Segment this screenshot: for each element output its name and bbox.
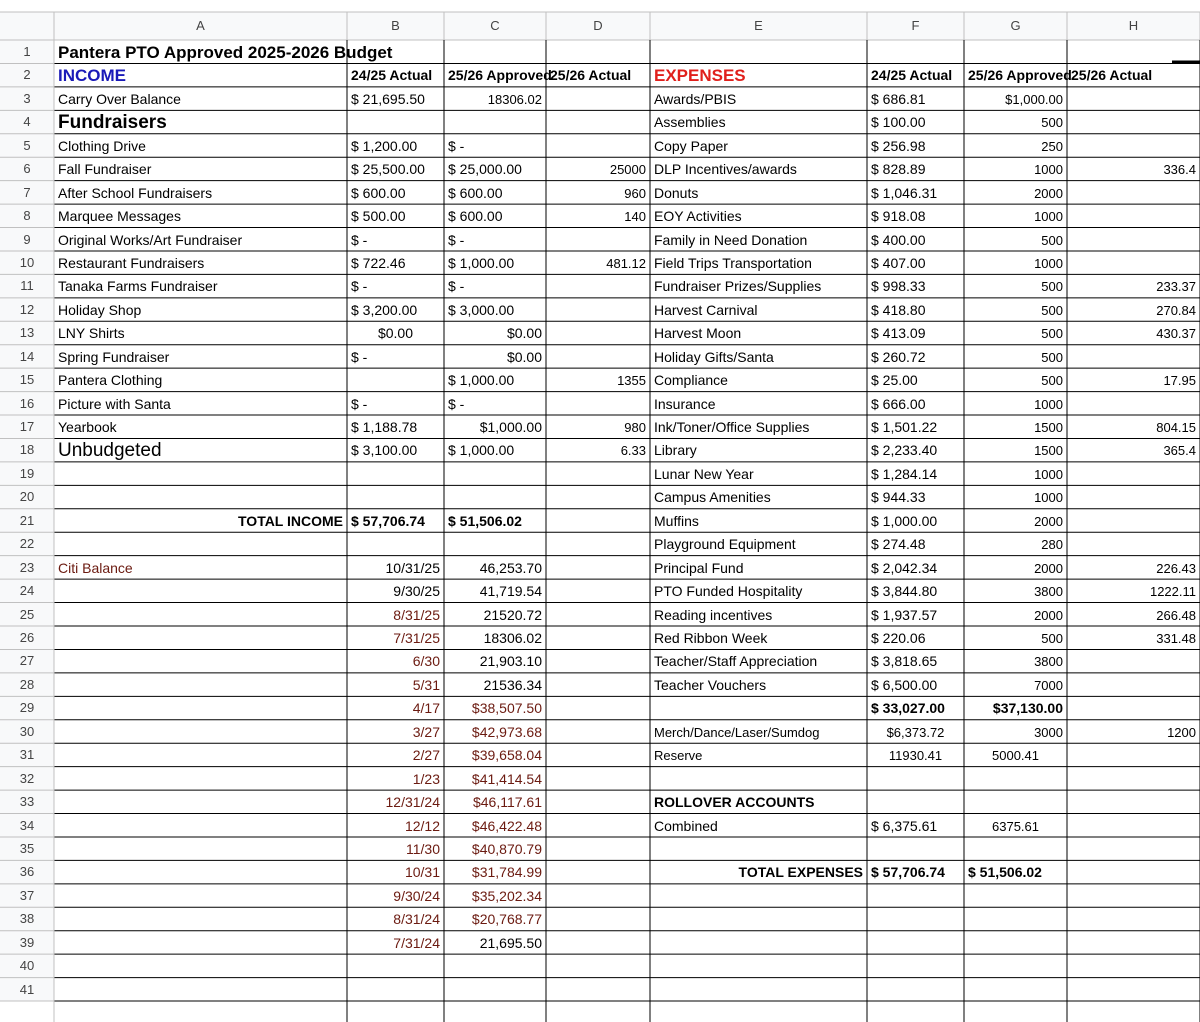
- expense-item-prior-actual[interactable]: $ 828.89: [871, 161, 926, 178]
- income-item-label[interactable]: Marquee Messages: [58, 208, 181, 225]
- expense-item-current-actual[interactable]: 430.37: [1156, 326, 1196, 342]
- expense-item-current-actual[interactable]: [1067, 393, 1200, 416]
- total-income-prior[interactable]: $ 57,706.74: [351, 512, 425, 529]
- expense-item-approved[interactable]: 1500: [1034, 443, 1063, 459]
- income-item-approved[interactable]: $ -: [448, 395, 465, 412]
- expense-item-label[interactable]: Family in Need Donation: [654, 231, 808, 248]
- reserve-prior[interactable]: 11930.41: [888, 748, 943, 764]
- income-item-approved[interactable]: $ 1,000.00: [448, 442, 515, 459]
- income-item-prior-actual[interactable]: $ 25,500.00: [351, 161, 425, 178]
- citi-balance-amount[interactable]: $38,507.50: [471, 700, 542, 717]
- row-header[interactable]: 19: [0, 462, 54, 485]
- expense-column-header[interactable]: 24/25 Actual: [871, 67, 953, 84]
- row-header[interactable]: 27: [0, 649, 54, 672]
- row-header[interactable]: 29: [0, 696, 54, 719]
- row-header[interactable]: 39: [0, 931, 54, 954]
- income-item-label[interactable]: Spring Fundraiser: [58, 348, 170, 365]
- income-item-label[interactable]: Clothing Drive: [58, 137, 146, 154]
- row-header[interactable]: 24: [0, 579, 54, 602]
- expense-item-current-actual[interactable]: [1067, 229, 1200, 252]
- income-item-prior-actual[interactable]: $ 1,188.78: [351, 419, 418, 436]
- citi-balance-date[interactable]: 11/30: [406, 840, 440, 857]
- citi-balance-date[interactable]: 5/31: [412, 676, 440, 693]
- income-item-prior-actual[interactable]: $ -: [351, 278, 368, 295]
- income-item-approved[interactable]: [444, 111, 546, 134]
- expenses-heading[interactable]: EXPENSES: [654, 66, 746, 86]
- column-header-b[interactable]: B: [347, 12, 444, 40]
- expense-item-approved[interactable]: 1000: [1034, 162, 1063, 178]
- income-item-prior-actual[interactable]: [347, 111, 444, 134]
- expense-item-prior-actual[interactable]: $ 400.00: [871, 231, 926, 248]
- citi-balance-date[interactable]: 2/27: [412, 747, 440, 764]
- column-header-g[interactable]: G: [964, 12, 1067, 40]
- row-header[interactable]: 4: [0, 110, 54, 133]
- income-item-current-actual[interactable]: [546, 322, 650, 345]
- citi-balance-date[interactable]: 1/23: [412, 770, 440, 787]
- row-header[interactable]: 36: [0, 860, 54, 883]
- expense-item-current-actual[interactable]: [1067, 205, 1200, 228]
- row-header[interactable]: 23: [0, 556, 54, 579]
- row-header[interactable]: 9: [0, 228, 54, 251]
- row-header[interactable]: 11: [0, 274, 54, 297]
- citi-balance-label[interactable]: Citi Balance: [58, 559, 133, 576]
- expense-item-approved[interactable]: 2000: [1034, 607, 1063, 623]
- income-item-label[interactable]: Picture with Santa: [58, 395, 171, 412]
- expense-item-label[interactable]: Compliance: [654, 372, 728, 389]
- row-header[interactable]: 38: [0, 907, 54, 930]
- income-item-prior-actual[interactable]: $ 722.46: [351, 254, 406, 271]
- income-item-current-actual[interactable]: [546, 393, 650, 416]
- citi-balance-amount[interactable]: 41,719.54: [479, 583, 542, 600]
- income-item-label[interactable]: Tanaka Farms Fundraiser: [58, 278, 218, 295]
- income-item-prior-actual[interactable]: $ 500.00: [351, 208, 406, 225]
- income-column-header[interactable]: 25/26 Approved: [448, 67, 552, 84]
- expense-item-prior-actual[interactable]: $ 2,042.34: [871, 559, 938, 576]
- row-header[interactable]: 25: [0, 603, 54, 626]
- expense-item-approved[interactable]: 2000: [1034, 185, 1063, 201]
- expense-item-prior-actual[interactable]: $ 686.81: [871, 90, 926, 107]
- income-item-approved[interactable]: $ 3,000.00: [448, 301, 515, 318]
- citi-balance-date[interactable]: 8/31/24: [393, 911, 440, 928]
- expense-item-label[interactable]: Muffins: [654, 512, 699, 529]
- citi-balance-date[interactable]: 10/31/25: [385, 559, 440, 576]
- income-item-prior-actual[interactable]: $ -: [351, 231, 368, 248]
- expense-item-approved[interactable]: 2000: [1034, 513, 1063, 529]
- total-expenses-prior[interactable]: $ 57,706.74: [871, 864, 945, 881]
- income-item-approved[interactable]: $0.00: [506, 348, 542, 365]
- expense-item-label[interactable]: Donuts: [654, 184, 699, 201]
- rollover-combined-approved[interactable]: 6375.61: [992, 818, 1039, 834]
- citi-balance-amount[interactable]: 21,903.10: [479, 653, 542, 670]
- expense-item-approved[interactable]: 500: [1041, 349, 1063, 365]
- expense-item-approved[interactable]: 280: [1041, 537, 1063, 553]
- income-item-prior-actual[interactable]: $ 21,695.50: [351, 90, 425, 107]
- citi-balance-date[interactable]: 10/31: [404, 864, 440, 881]
- income-item-label[interactable]: Restaurant Fundraisers: [58, 254, 205, 271]
- citi-balance-amount[interactable]: $42,973.68: [471, 723, 542, 740]
- row-header[interactable]: 32: [0, 767, 54, 790]
- row-header[interactable]: 2: [0, 63, 54, 86]
- expense-item-prior-actual[interactable]: $ 260.72: [871, 348, 926, 365]
- income-item-current-actual[interactable]: 481.12: [606, 255, 646, 271]
- citi-balance-amount[interactable]: 18306.02: [483, 630, 542, 646]
- income-item-approved[interactable]: $ -: [448, 231, 465, 248]
- expense-item-approved[interactable]: $1,000.00: [1005, 91, 1063, 107]
- expense-item-current-actual[interactable]: [1067, 346, 1200, 369]
- row-header[interactable]: 12: [0, 298, 54, 321]
- row-header[interactable]: 10: [0, 251, 54, 274]
- row-header[interactable]: 7: [0, 181, 54, 204]
- income-item-current-actual[interactable]: 140: [624, 209, 646, 225]
- expense-item-current-actual[interactable]: 233.37: [1156, 279, 1196, 295]
- citi-balance-amount[interactable]: $20,768.77: [471, 911, 542, 928]
- expense-item-approved[interactable]: 500: [1041, 115, 1063, 131]
- expense-item-current-actual[interactable]: [1067, 650, 1200, 673]
- citi-balance-date[interactable]: 8/31/25: [393, 606, 440, 623]
- reserve-label[interactable]: Reserve: [654, 748, 703, 764]
- row-header[interactable]: 33: [0, 790, 54, 813]
- income-item-current-actual[interactable]: 25000: [609, 162, 646, 178]
- income-item-prior-actual[interactable]: $ -: [351, 348, 368, 365]
- expense-item-label[interactable]: Harvest Carnival: [654, 301, 758, 318]
- expense-item-prior-actual[interactable]: $ 413.09: [871, 325, 926, 342]
- expense-subtotal-approved[interactable]: $37,130.00: [992, 700, 1063, 717]
- rollover-heading[interactable]: ROLLOVER ACCOUNTS: [654, 794, 815, 811]
- expense-item-approved[interactable]: 2000: [1034, 560, 1063, 576]
- expense-item-current-actual[interactable]: 17.95: [1163, 373, 1196, 389]
- expense-item-current-actual[interactable]: 365.4: [1163, 443, 1196, 459]
- expense-item-prior-actual[interactable]: $ 1,046.31: [871, 184, 938, 201]
- income-item-approved[interactable]: $ 25,000.00: [448, 161, 522, 178]
- expense-item-label[interactable]: Lunar New Year: [654, 465, 754, 482]
- expense-item-current-actual[interactable]: 1222.11: [1149, 584, 1196, 600]
- expense-item-prior-actual[interactable]: $ 418.80: [871, 301, 926, 318]
- expense-item-prior-actual[interactable]: $ 944.33: [871, 489, 926, 506]
- rollover-combined-prior[interactable]: $ 6,375.61: [871, 817, 938, 834]
- income-item-current-actual[interactable]: [546, 88, 650, 111]
- income-item-prior-actual[interactable]: $ 3,100.00: [351, 442, 418, 459]
- expense-item-prior-actual[interactable]: $ 3,818.65: [871, 653, 938, 670]
- income-item-current-actual[interactable]: [546, 346, 650, 369]
- expense-item-approved[interactable]: 1500: [1034, 420, 1063, 436]
- income-item-prior-actual[interactable]: [347, 369, 444, 392]
- income-item-prior-actual[interactable]: $0.00: [377, 325, 414, 342]
- citi-balance-amount[interactable]: $46,117.61: [472, 794, 542, 811]
- merch-current[interactable]: 1200: [1167, 724, 1196, 740]
- column-header-h[interactable]: H: [1067, 12, 1200, 40]
- column-header-a[interactable]: A: [54, 12, 347, 40]
- expense-column-header[interactable]: 25/26 Actual: [1071, 67, 1153, 84]
- expense-item-prior-actual[interactable]: $ 2,233.40: [871, 442, 938, 459]
- expense-item-approved[interactable]: 500: [1041, 232, 1063, 248]
- expense-item-approved[interactable]: 1000: [1034, 255, 1063, 271]
- expense-item-approved[interactable]: 500: [1041, 631, 1063, 646]
- expense-item-approved[interactable]: 500: [1041, 326, 1063, 342]
- income-item-current-actual[interactable]: 6.33: [620, 443, 646, 459]
- citi-balance-date[interactable]: 7/31/24: [393, 934, 440, 951]
- expense-item-current-actual[interactable]: [1067, 252, 1200, 275]
- row-header[interactable]: 34: [0, 814, 54, 837]
- expense-item-current-actual[interactable]: 270.84: [1156, 302, 1196, 318]
- citi-balance-date[interactable]: 12/12: [404, 817, 440, 834]
- income-item-label[interactable]: LNY Shirts: [58, 325, 125, 342]
- expense-item-current-actual[interactable]: [1067, 674, 1200, 697]
- expense-item-label[interactable]: Principal Fund: [654, 559, 744, 576]
- income-item-current-actual[interactable]: [546, 229, 650, 252]
- expense-item-approved[interactable]: 500: [1041, 373, 1063, 389]
- expense-item-label[interactable]: Insurance: [654, 395, 716, 412]
- expense-item-approved[interactable]: 250: [1041, 138, 1063, 154]
- row-header[interactable]: 6: [0, 157, 54, 180]
- income-item-prior-actual[interactable]: $ 1,200.00: [351, 137, 418, 154]
- expense-item-approved[interactable]: 7000: [1034, 677, 1063, 693]
- row-header[interactable]: 30: [0, 720, 54, 743]
- citi-balance-amount[interactable]: 21520.72: [483, 606, 542, 623]
- expense-item-label[interactable]: Holiday Gifts/Santa: [654, 348, 774, 365]
- row-header[interactable]: 5: [0, 134, 54, 157]
- expense-item-prior-actual[interactable]: $ 918.08: [871, 208, 926, 225]
- row-header[interactable]: 15: [0, 368, 54, 391]
- total-expenses-approved[interactable]: $ 51,506.02: [968, 864, 1042, 881]
- citi-balance-amount[interactable]: $41,414.54: [471, 770, 542, 787]
- income-item-approved[interactable]: $1,000.00: [479, 419, 542, 436]
- citi-balance-date[interactable]: 9/30/25: [393, 583, 440, 600]
- expense-item-current-actual[interactable]: [1067, 463, 1200, 486]
- expense-item-prior-actual[interactable]: $ 25.00: [871, 372, 918, 389]
- expense-item-label[interactable]: Teacher Vouchers: [654, 676, 767, 693]
- expense-item-approved[interactable]: 1000: [1034, 466, 1063, 482]
- row-header[interactable]: 37: [0, 884, 54, 907]
- expense-item-approved[interactable]: 3800: [1034, 584, 1063, 600]
- row-header[interactable]: 21: [0, 509, 54, 532]
- expense-item-label[interactable]: Assemblies: [654, 114, 726, 131]
- merch-label[interactable]: Merch/Dance/Laser/Sumdog: [654, 724, 820, 740]
- row-header[interactable]: 31: [0, 743, 54, 766]
- expense-item-approved[interactable]: 500: [1041, 302, 1063, 318]
- citi-balance-date[interactable]: 6/30: [412, 653, 440, 670]
- row-header[interactable]: 3: [0, 87, 54, 110]
- citi-balance-date[interactable]: 7/31/25: [393, 630, 440, 646]
- citi-balance-amount[interactable]: 21536.34: [483, 676, 542, 693]
- income-item-current-actual[interactable]: 960: [624, 185, 646, 201]
- income-item-approved[interactable]: $ 1,000.00: [448, 254, 515, 271]
- column-header-f[interactable]: F: [867, 12, 964, 40]
- expense-item-label[interactable]: Fundraiser Prizes/Supplies: [654, 278, 822, 295]
- income-item-current-actual[interactable]: [546, 111, 650, 134]
- income-item-label[interactable]: Holiday Shop: [58, 301, 142, 318]
- citi-balance-amount[interactable]: $40,870.79: [471, 840, 542, 857]
- income-heading[interactable]: INCOME: [58, 66, 126, 86]
- row-header[interactable]: 41: [0, 978, 54, 1001]
- income-item-label[interactable]: Pantera Clothing: [58, 372, 163, 389]
- expense-item-current-actual[interactable]: [1067, 533, 1200, 556]
- income-item-prior-actual[interactable]: $ -: [351, 395, 368, 412]
- expense-subtotal-prior[interactable]: $ 33,027.00: [871, 700, 945, 717]
- row-header[interactable]: 40: [0, 954, 54, 977]
- income-item-label[interactable]: Fall Fundraiser: [58, 161, 152, 178]
- income-item-current-actual[interactable]: [546, 135, 650, 158]
- expense-item-prior-actual[interactable]: $ 100.00: [871, 114, 926, 131]
- total-expenses-label[interactable]: TOTAL EXPENSES: [738, 864, 863, 881]
- row-header[interactable]: 28: [0, 673, 54, 696]
- expense-item-label[interactable]: Harvest Moon: [654, 325, 742, 342]
- expense-item-label[interactable]: Playground Equipment: [654, 536, 796, 553]
- expense-item-current-actual[interactable]: [1067, 510, 1200, 533]
- merch-approved[interactable]: 3000: [1034, 724, 1063, 740]
- expense-item-current-actual[interactable]: 266.48: [1156, 607, 1196, 623]
- expense-item-prior-actual[interactable]: $ 666.00: [871, 395, 926, 412]
- expense-item-current-actual[interactable]: 331.48: [1156, 631, 1196, 646]
- income-item-current-actual[interactable]: 980: [624, 420, 646, 436]
- income-item-approved[interactable]: 18306.02: [487, 91, 542, 107]
- citi-balance-amount[interactable]: $39,658.04: [471, 747, 542, 764]
- expense-item-prior-actual[interactable]: $ 1,501.22: [871, 419, 938, 436]
- expense-item-prior-actual[interactable]: $ 1,937.57: [871, 606, 938, 623]
- expense-item-prior-actual[interactable]: $ 407.00: [871, 254, 926, 271]
- expense-item-prior-actual[interactable]: $ 256.98: [871, 137, 926, 154]
- expense-item-label[interactable]: Reading incentives: [654, 606, 773, 623]
- total-income-approved[interactable]: $ 51,506.02: [448, 512, 522, 529]
- expense-item-prior-actual[interactable]: $ 1,000.00: [871, 512, 938, 529]
- expense-item-prior-actual[interactable]: $ 6,500.00: [871, 676, 938, 693]
- income-item-label[interactable]: Fundraisers: [58, 112, 167, 134]
- expense-item-label[interactable]: Red Ribbon Week: [654, 630, 768, 646]
- row-header[interactable]: 17: [0, 415, 54, 438]
- income-item-approved[interactable]: $ -: [448, 278, 465, 295]
- expense-item-label[interactable]: EOY Activities: [654, 208, 742, 225]
- row-header[interactable]: 8: [0, 204, 54, 227]
- expense-item-prior-actual[interactable]: $ 1,284.14: [871, 465, 938, 482]
- citi-balance-date[interactable]: 4/17: [412, 700, 440, 717]
- total-income-label[interactable]: TOTAL INCOME: [238, 512, 343, 529]
- expense-item-prior-actual[interactable]: $ 274.48: [871, 536, 926, 553]
- expense-item-label[interactable]: Library: [654, 442, 697, 459]
- row-header[interactable]: 20: [0, 485, 54, 508]
- expense-item-current-actual[interactable]: 336.4: [1163, 162, 1196, 178]
- income-item-prior-actual[interactable]: $ 3,200.00: [351, 301, 418, 318]
- row-header[interactable]: 18: [0, 438, 54, 461]
- income-column-header[interactable]: 25/26 Actual: [550, 67, 632, 84]
- row-header[interactable]: 1: [0, 40, 54, 63]
- income-item-approved[interactable]: $ -: [448, 137, 465, 154]
- income-item-label[interactable]: Unbudgeted: [58, 440, 162, 462]
- expense-column-header[interactable]: 25/26 Approved: [968, 67, 1072, 84]
- citi-balance-amount[interactable]: $35,202.34: [471, 887, 542, 904]
- income-item-label[interactable]: After School Fundraisers: [58, 184, 213, 201]
- expense-item-label[interactable]: PTO Funded Hospitality: [654, 583, 803, 600]
- expense-item-label[interactable]: Campus Amenities: [654, 489, 771, 506]
- expense-item-current-actual[interactable]: [1067, 486, 1200, 509]
- expense-item-label[interactable]: Teacher/Staff Appreciation: [654, 653, 818, 670]
- expense-item-current-actual[interactable]: 226.43: [1156, 560, 1196, 576]
- income-item-approved[interactable]: $ 1,000.00: [448, 372, 515, 389]
- income-item-current-actual[interactable]: [546, 299, 650, 322]
- expense-item-label[interactable]: Ink/Toner/Office Supplies: [654, 419, 810, 436]
- income-item-label[interactable]: Yearbook: [58, 419, 117, 436]
- column-header-e[interactable]: E: [650, 12, 867, 40]
- expense-item-current-actual[interactable]: [1067, 135, 1200, 158]
- income-item-current-actual[interactable]: 1355: [617, 373, 646, 389]
- citi-balance-amount[interactable]: $31,784.99: [471, 864, 542, 881]
- expense-item-approved[interactable]: 500: [1041, 279, 1063, 295]
- expense-item-prior-actual[interactable]: $ 220.06: [871, 630, 926, 646]
- row-header[interactable]: 13: [0, 321, 54, 344]
- income-item-current-actual[interactable]: [546, 275, 650, 298]
- row-header[interactable]: 35: [0, 837, 54, 860]
- expense-item-label[interactable]: Copy Paper: [654, 137, 728, 154]
- expense-item-current-actual[interactable]: [1067, 88, 1200, 111]
- column-header-d[interactable]: D: [546, 12, 650, 40]
- income-item-approved[interactable]: $ 600.00: [448, 208, 503, 225]
- reserve-approved[interactable]: 5000.41: [992, 748, 1039, 764]
- income-item-label[interactable]: Carry Over Balance: [58, 90, 181, 107]
- row-header[interactable]: 14: [0, 345, 54, 368]
- rollover-combined-label[interactable]: Combined: [654, 817, 718, 834]
- expense-item-label[interactable]: Awards/PBIS: [654, 90, 737, 107]
- income-item-label[interactable]: Original Works/Art Fundraiser: [58, 231, 243, 248]
- expense-item-approved[interactable]: 1000: [1034, 490, 1063, 506]
- expense-item-approved[interactable]: 1000: [1034, 396, 1063, 412]
- expense-item-approved[interactable]: 3800: [1034, 654, 1063, 670]
- expense-item-prior-actual[interactable]: $ 3,844.80: [871, 583, 938, 600]
- citi-balance-date[interactable]: 9/30/24: [393, 887, 440, 904]
- row-header[interactable]: 16: [0, 392, 54, 415]
- citi-balance-amount[interactable]: 21,695.50: [479, 934, 542, 951]
- merch-prior[interactable]: $6,373.72: [886, 724, 945, 740]
- citi-balance-date[interactable]: 3/27: [412, 723, 440, 740]
- expense-item-approved[interactable]: 1000: [1034, 209, 1063, 225]
- budget-title[interactable]: Pantera PTO Approved 2025-2026 Budget: [58, 43, 393, 62]
- citi-balance-date[interactable]: 12/31/24: [385, 794, 440, 811]
- expense-item-current-actual[interactable]: 804.15: [1156, 420, 1196, 436]
- expense-item-current-actual[interactable]: [1067, 182, 1200, 205]
- expense-item-current-actual[interactable]: [1067, 111, 1200, 134]
- income-item-prior-actual[interactable]: $ 600.00: [351, 184, 406, 201]
- income-item-approved[interactable]: $ 600.00: [448, 184, 503, 201]
- citi-balance-amount[interactable]: $46,422.48: [471, 817, 542, 834]
- row-header[interactable]: 26: [0, 626, 54, 649]
- expense-item-label[interactable]: DLP Incentives/awards: [654, 161, 797, 178]
- select-all-corner[interactable]: [0, 12, 54, 40]
- column-header-c[interactable]: C: [444, 12, 546, 40]
- citi-balance-amount[interactable]: 46,253.70: [479, 559, 542, 576]
- expense-item-label[interactable]: Field Trips Transportation: [654, 254, 812, 271]
- expense-item-prior-actual[interactable]: $ 998.33: [871, 278, 926, 295]
- income-item-approved[interactable]: $0.00: [506, 325, 542, 342]
- income-column-header[interactable]: 24/25 Actual: [351, 67, 433, 84]
- row-header[interactable]: 22: [0, 532, 54, 555]
